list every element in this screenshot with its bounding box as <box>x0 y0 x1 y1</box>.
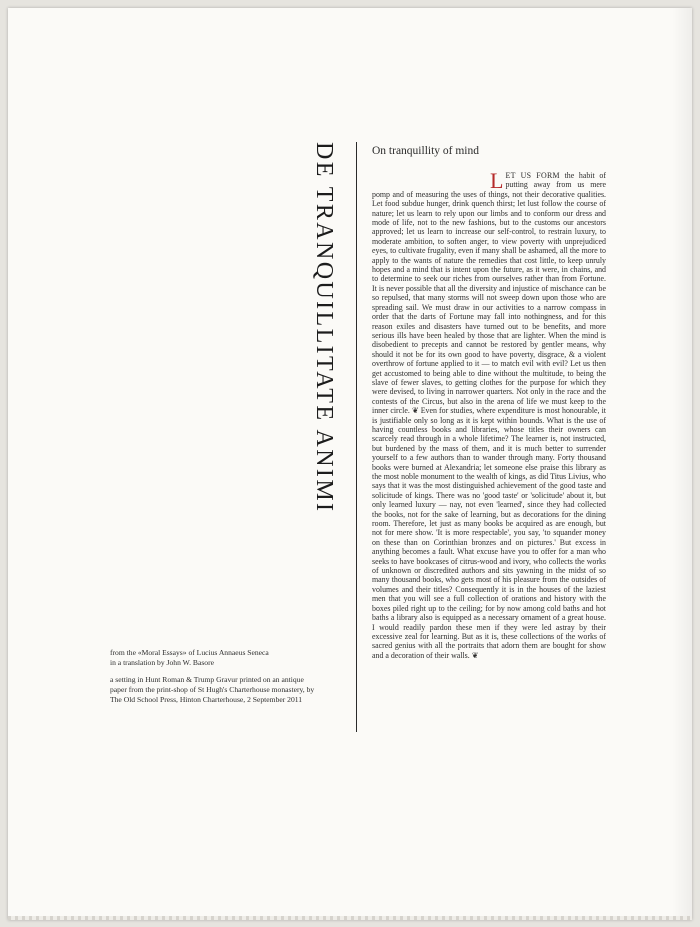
colophon-source: from the «Moral Essays» of Lucius Annaeus Seneca <box>110 648 269 657</box>
colophon-translator: in a translation by John W. Basore <box>110 658 214 667</box>
drop-cap: L <box>490 168 504 193</box>
vertical-title: DE TRANQUILLITATE ANIMI <box>311 142 337 514</box>
paper-deckle-edge <box>8 916 692 920</box>
body-paragraph: the habit of putting away from us mere pomp and of measuring the uses of things, not their decorative qualities. Let food subdue hunger, drink quench thirst; let lust follow the course of nature; let us learn to rely upon our limbs and to conform our dress and mode of life, not to the new fashions, but to the customs our ancestors approved; let us learn to increase our self-control, to restrain luxury, to moderate ambition, to soften anger, to view poverty with unprejudiced eyes, to cultivate frugality, even if many shall be ashamed, all the more to apply to the wants of nature the remedies that cost little, to keep unruly hopes and a mind that is intent upon the future, as it were, in chains, and to determine to seek our riches from ourselves rather than from Fortune. It is never possible that all the diversity and injustice of mischance can be so repulsed, that many storms will not sweep down upon those who are spreading sail. We must draw in our activities to a narrow compass in order that the darts of Fortune may fall into nothingness, and for this reason exiles and disasters have turned out to be benefits, and more serious ills have been healed by those that are lighter. When the mind is disobedient to precepts and cannot be restored by gentler means, why should it not be for its own good to have poverty, disgrace, & a violent overthrow of fortune applied to it — to match evil with evil? Let us then get accustomed to being able to dine without the multitude, to being the slave of fewer slaves, to getting clothes for the purpose for which they were devised, to living in narrower quarters. Not only in the race and the contests of the Circus, but also in the arena of life we must keep to the inner circle. ❦ Even for studies, where expenditure is most honourable, it is justifiable only so long as it is kept within bounds. What is the use of having countless books and libraries, whose titles their owners can scarcely read through in a whole lifetime? The learner is, not instructed, but burdened by the mass of them, and it is much better to surrender yourself to a few authors than to wander through many. Forty thousand books were burned at Alexandria; let someone else praise this library as the most noble monument to the wealth of kings, as did Titus Livius, who says that it was the most distinguished achievement of the good taste and solicitude of kings. There was no 'good taste' or 'solicitude' about it, but only learned luxury — nay, not even 'learned', since they had collected the books, not for the sake of learning, but as decorations for the dining room. Therefore, let just as many books be acquired as are enough, but not for mere show. 'It is more respectable', you say, 'to squander money on these than on Corinthian bronzes and on pictures.' But excess in anything becomes a fault. What excuse have you to offer for a man who seeks to have bookcases of citrus-wood and ivory, who collects the works of unknown or discredited authors and sits yawning in the midst of so many thousand books, who gets most of his pleasure from the outsides of volumes and their titles? Consequently it is in the houses of the laziest men that you will see a full collection of orations and history with the boxes piled right up to the ceiling; for by now among cold baths and hot baths a library also is equipped as a necessary ornament of a great house. I would readily pardon these men if they were led astray by their excessive zeal for learning. But as it is, these collections of the works of sacred genius with all the portraits that adorn them are bought for show and a decoration of their walls. ❦ <box>372 171 606 660</box>
vertical-rule <box>356 142 357 732</box>
subtitle: On tranquillity of mind <box>372 145 480 157</box>
opening-words: ET US FORM <box>505 171 560 180</box>
body-text <box>372 168 606 660</box>
colophon-printing: a setting in Hunt Roman & Trump Gravur printed on an antique paper from the print-shop of St Hugh's Charterhouse monastery, by The Old School Press, Hinton Charterhouse, 2 September 2011 <box>110 675 315 704</box>
colophon <box>110 648 315 712</box>
paper-shadow <box>672 8 692 920</box>
